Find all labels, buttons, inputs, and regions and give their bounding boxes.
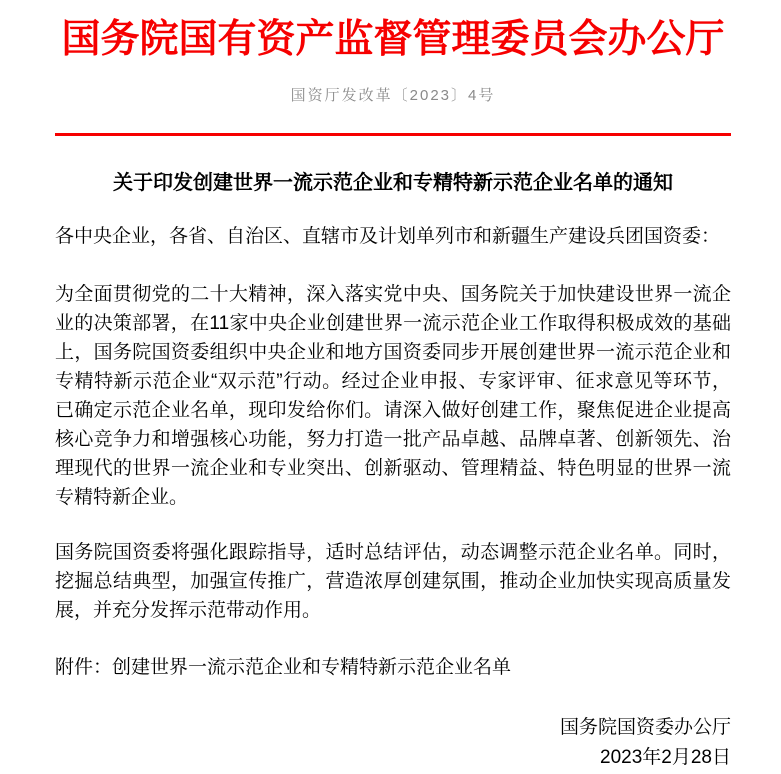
- signature-block: [55, 713, 731, 773]
- document-date: 2023年2月28日: [600, 747, 731, 768]
- document-number: 国资厅发改革〔2023〕4号: [290, 87, 496, 104]
- document-title: 关于印发创建世界一流示范企业和专精特新示范企业名单的通知: [113, 172, 673, 194]
- red-divider: [55, 133, 731, 136]
- attachment-line: 附件：创建世界一流示范企业和专精特新示范企业名单: [55, 657, 512, 678]
- signer-name: 国务院国资委办公厅: [559, 717, 731, 738]
- salutation-line: 各中央企业，各省、自治区、直辖市及计划单列市和新疆生产建设兵团国资委：: [55, 226, 721, 247]
- body-paragraph-1: 为全面贯彻党的二十大精神，深入落实党中央、国务院关于加快建设世界一流企业的决策部署，在11家中央企业创建世界一流示范企业工作取得积极成效的基础上，国务院国资委组织中央企业和地方国资委同步开展创建世界一流示范企业和专精特新示范企业“双示范”行动。经过企业申报、专家评审、征求意见等环节，已确定示范企业名单，现印发给你们。请深入做好创建工作，聚焦促进企业提高核心竞争力和增强核心功能，努力打造一批产品卓越、品牌卓著、创新领先、治理现代的世界一流企业和专业突出、创新驱动、管理精益、特色明显的世界一流专精特新企业。: [55, 284, 731, 508]
- document-issuer-title: 国务院国有资产监督管理委员会办公厅: [61, 18, 725, 61]
- body-paragraph-2: 国务院国资委将强化跟踪指导，适时总结评估，动态调整示范企业名单。同时，挖掘总结典型，加强宣传推广，营造浓厚创建氛围，推动企业加快实现高质量发展，并充分发挥示范带动作用。: [55, 542, 731, 621]
